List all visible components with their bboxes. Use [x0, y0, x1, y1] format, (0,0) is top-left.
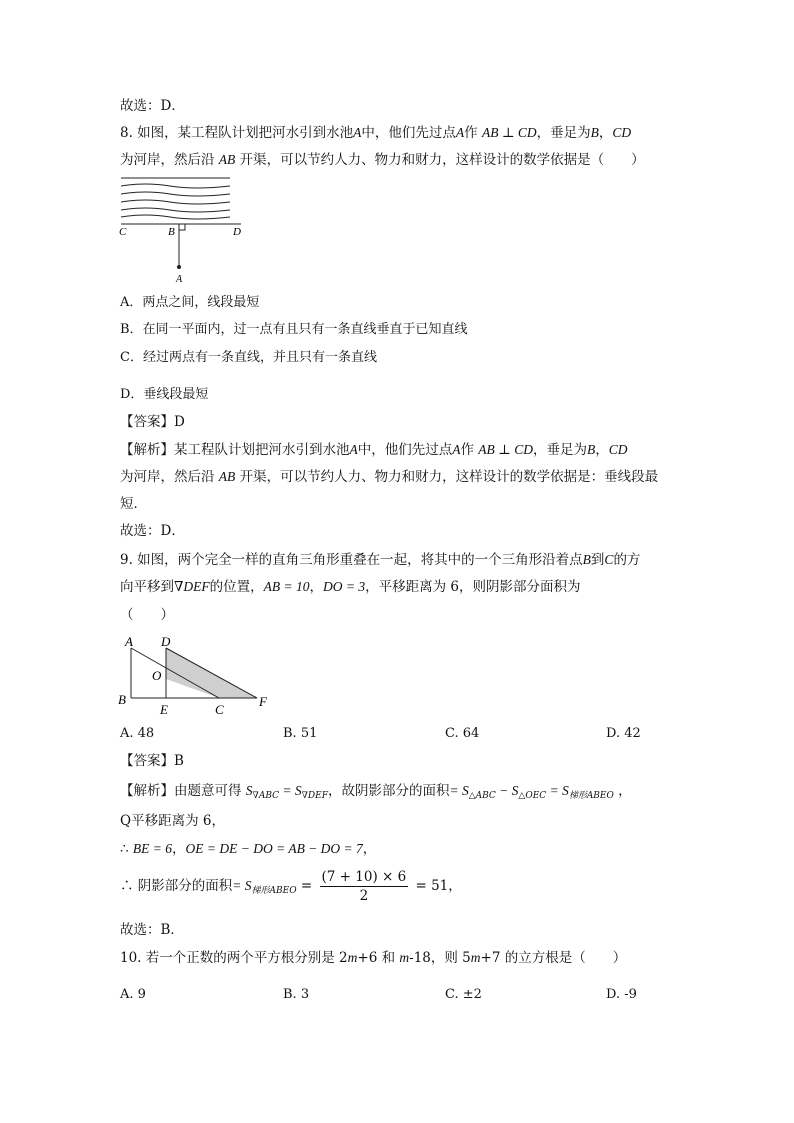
q9-triangle-figure	[112, 630, 282, 720]
q9-math-sub: ∇DEF	[301, 791, 328, 801]
q9-text: 向平移到	[120, 579, 174, 595]
q8-text: ，垂足为	[536, 125, 591, 141]
q9-analysis-text: ∴ 阴影部分的面积	[120, 878, 233, 894]
q8-cd: CD	[612, 125, 632, 140]
q8-ab: AB	[218, 152, 236, 167]
q8-ab: AB	[218, 469, 236, 484]
q8-perp-expr: AB ⊥ CD	[478, 442, 533, 457]
q9-comma: ，	[309, 579, 324, 595]
q8-point-b: B	[590, 125, 599, 140]
q9-text: 的方	[613, 552, 641, 568]
q9-math-sub: ∇ABC	[252, 791, 279, 801]
q8-point-a: A	[455, 125, 465, 140]
q9-math: = S	[546, 783, 569, 798]
q9-math: = S	[279, 783, 302, 798]
q8-analysis-text: ，垂足为	[533, 442, 587, 458]
q8-point-a: A	[452, 442, 461, 457]
q9-ab-eq: AB = 10	[263, 579, 310, 594]
q10-text: 10. 若一个正数的两个平方根分别是 2	[120, 950, 348, 966]
q9-fig-label-o: O	[152, 668, 162, 683]
q8-analysis-text: 开渠，可以节约人力、物力和财力，这样设计的数学依据是：垂线段最	[239, 469, 659, 485]
q9-answer: 【答案】B	[120, 753, 184, 769]
q8-choose: 故选：D．	[120, 523, 185, 539]
q10-var-m: m	[347, 950, 358, 965]
q9-math: − S	[495, 783, 519, 798]
q8-analysis-line-3: 短．	[120, 496, 147, 512]
q8-analysis-text: 为河岸，然后沿	[120, 469, 215, 485]
q8-river-figure	[115, 172, 255, 287]
q8-text: 作	[464, 125, 478, 141]
q8-text: 中，他们先过点	[361, 125, 456, 141]
q8-fig-label-c: C	[119, 226, 127, 238]
previous-choice: 故选：D．	[120, 98, 185, 114]
q9-fig-label-e: E	[160, 702, 168, 717]
q8-analysis-tag: 【解析】	[120, 442, 174, 458]
q9-math: = S	[449, 783, 469, 798]
q9-point-b: B	[582, 552, 591, 567]
q10-option-c: C. ±2	[445, 987, 482, 1002]
q8-analysis-line-1	[120, 440, 628, 460]
q8-perp-expr: AB ⊥ CD	[481, 125, 537, 140]
q9-math: OE = DE − DO = AB − DO = 7	[185, 841, 363, 856]
q9-fraction	[320, 868, 409, 905]
q10-var-m: m	[470, 950, 481, 965]
q9-math: BE = 6	[132, 841, 172, 856]
q9-fraction-denominator: 2	[359, 888, 369, 904]
q9-analysis-line-4	[120, 866, 462, 911]
q9-choose: 故选：B．	[120, 922, 184, 938]
q9-analysis-line-3	[120, 839, 376, 859]
q9-fig-label-f: F	[259, 694, 267, 709]
q9-math: = 51，	[411, 878, 462, 894]
q9-text: 到	[590, 552, 605, 568]
q8-line-2	[120, 150, 645, 170]
q9-analysis-text: ，故阴影部分的面积	[327, 783, 450, 799]
q9-fig-label-c: C	[215, 702, 224, 717]
q9-point-c: C	[604, 552, 614, 567]
q10-option-a: A. 9	[120, 987, 146, 1002]
q8-answer: 【答案】D	[120, 414, 185, 430]
q9-math: =	[296, 878, 317, 894]
q10-option-d: D. -9	[606, 987, 637, 1002]
q9-analysis-line-1	[120, 781, 632, 806]
q9-analysis-text: 由题意可得	[174, 783, 242, 799]
q9-analysis-text: ，	[172, 841, 186, 857]
q9-line-1	[120, 550, 640, 570]
q8-comma: ，	[598, 125, 613, 141]
q9-text: ，平移距离为 6，则阴影部分面积为	[365, 579, 581, 595]
q10-var-m: m	[399, 950, 410, 965]
q8-fig-label-a: A	[176, 274, 183, 285]
q8-fig-label-b: B	[168, 226, 175, 238]
q10-line	[120, 948, 626, 968]
q8-line-1	[120, 123, 631, 143]
q9-option-a: A. 48	[120, 726, 155, 741]
q9-do-eq: DO = 3	[323, 579, 366, 594]
q9-line-3: （ ）	[120, 607, 174, 623]
q9-math-sub: 梯形ABEO	[251, 886, 297, 896]
q8-point-a: A	[353, 125, 362, 140]
q8-option-d: D．垂线段最短	[120, 387, 209, 402]
q8-text: 开渠，可以节约人力、物力和财力，这样设计的数学依据是（ ）	[239, 152, 645, 168]
q9-analysis-text: ，	[362, 841, 377, 857]
q8-option-c: C．经过两点有一条直线，并且只有一条直线	[120, 350, 377, 365]
q8-point-b: B	[587, 442, 596, 457]
q9-analysis-text: ，	[618, 783, 632, 799]
q9-math: S	[245, 783, 253, 798]
q8-analysis-text: 某工程队计划把河水引到水池	[174, 442, 350, 458]
q9-text: 的位置，	[209, 579, 264, 595]
q9-fraction-numerator: (7 + 10) × 6	[321, 869, 407, 885]
q8-option-b: B．在同一平面内，过一点有且只有一条直线垂直于已知直线	[120, 322, 468, 337]
q9-fig-label-d: D	[161, 634, 171, 649]
q9-line-2	[120, 577, 581, 597]
q9-math-sub: 梯形ABEO	[568, 791, 614, 801]
q9-fig-label-a: A	[125, 634, 133, 649]
q9-triangle-def: ∇DEF	[174, 579, 210, 594]
q8-cd: CD	[608, 442, 628, 457]
q9-math-sub: △ABC	[468, 791, 496, 801]
q8-analysis-text: 作	[460, 442, 474, 458]
q9-math: = S	[232, 878, 252, 893]
q9-fig-label-b: B	[118, 692, 126, 707]
q8-analysis-text: 中，他们先过点	[357, 442, 453, 458]
q8-fig-label-d: D	[233, 226, 241, 238]
q9-option-b: B. 51	[283, 726, 318, 741]
q8-text: 为河岸，然后沿	[120, 152, 215, 168]
q9-math-sub: △OEC	[518, 791, 547, 801]
q8-option-a: A．两点之间，线段最短	[120, 295, 260, 310]
q9-analysis-text: ∴	[120, 841, 129, 857]
q10-text: -18，则 5	[409, 950, 471, 966]
q8-point-a: A	[349, 442, 358, 457]
q10-option-b: B. 3	[283, 987, 310, 1002]
q10-text: +7 的立方根是（ ）	[480, 950, 627, 966]
q9-analysis-tag: 【解析】	[120, 783, 174, 799]
q8-text: 8. 如图，某工程队计划把河水引到水池	[120, 125, 354, 141]
q8-analysis-line-2	[120, 467, 658, 487]
q9-text: 9. 如图，两个完全一样的直角三角形重叠在一起，将其中的一个三角形沿着点	[120, 552, 583, 568]
q9-option-d: D. 42	[606, 726, 641, 741]
q9-analysis-line-2: Q平移距离为 6，	[120, 813, 225, 829]
q10-text: +6 和	[357, 950, 400, 966]
q9-option-c: C. 64	[445, 726, 480, 741]
q8-comma: ，	[595, 442, 609, 458]
